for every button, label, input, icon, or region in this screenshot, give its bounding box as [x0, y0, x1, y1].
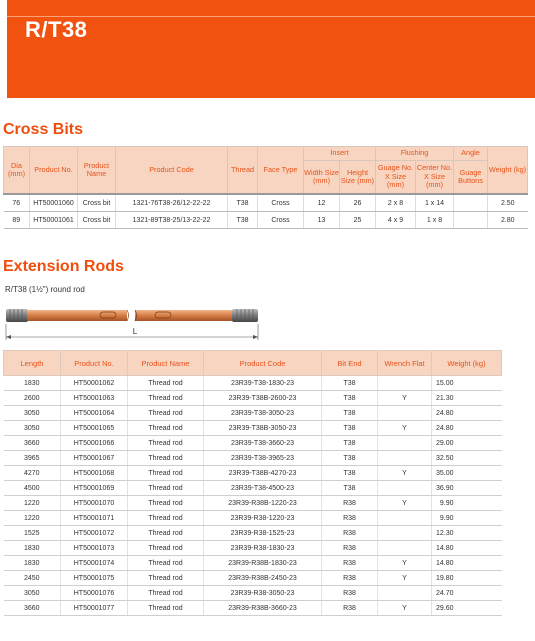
cell-product-no: HT50001074 — [61, 556, 128, 571]
cell-wrench-flat: Y — [378, 556, 432, 571]
cell-product-no: HT50001072 — [61, 526, 128, 541]
cell-length: 3050 — [4, 586, 61, 601]
cell-wrench-flat — [378, 436, 432, 451]
cell-guage: 2 x 8 — [376, 194, 416, 212]
cell-wrench-flat — [378, 586, 432, 601]
cell-product-name: Thread rod — [128, 511, 204, 526]
cell-length: 2450 — [4, 571, 61, 586]
col-width-size: Width Size (mm) — [304, 161, 340, 195]
group-angle: Angle — [454, 147, 488, 161]
rod-left-thread — [6, 309, 28, 322]
cell-length: 1220 — [4, 496, 61, 511]
cell-width: 12 — [304, 194, 340, 212]
cell-product-code: 23R39-T38-3660-23 — [204, 436, 322, 451]
cell-product-name: Thread rod — [128, 451, 204, 466]
cell-product-name: Cross bit — [78, 212, 116, 229]
cell-product-name: Thread rod — [128, 556, 204, 571]
cell-bit-end: R38 — [322, 556, 378, 571]
cell-product-name: Thread rod — [128, 541, 204, 556]
cell-product-no: HT50001077 — [61, 601, 128, 616]
cell-bit-end: T38 — [322, 376, 378, 391]
col-product-name: Product Name — [128, 351, 204, 376]
cell-bit-end: R38 — [322, 541, 378, 556]
col-center-size: Center No. X Size (mm) — [416, 161, 454, 195]
cell-bit-end: R38 — [322, 601, 378, 616]
cell-weight: 9.90 — [432, 511, 502, 526]
cell-wrench-flat: Y — [378, 496, 432, 511]
cell-product-code: 23R39-R38-3050-23 — [204, 586, 322, 601]
col-guage-size: Guage No. X Size (mm) — [376, 161, 416, 195]
cell-weight: 21.30 — [432, 391, 502, 406]
cell-weight: 35.00 — [432, 466, 502, 481]
cell-wrench-flat — [378, 451, 432, 466]
cell-wrench-flat: Y — [378, 601, 432, 616]
cell-bit-end: R38 — [322, 586, 378, 601]
cell-weight: 24.80 — [432, 421, 502, 436]
cell-bit-end: R38 — [322, 496, 378, 511]
col-weight: Weight (kg) — [488, 147, 528, 195]
cell-bit-end: R38 — [322, 571, 378, 586]
col-product-code: Product Code — [204, 351, 322, 376]
cell-product-no: HT50001071 — [61, 511, 128, 526]
cell-product-name: Thread rod — [128, 601, 204, 616]
cell-product-no: HT50001061 — [30, 212, 78, 229]
cell-weight: 24.70 — [432, 586, 502, 601]
col-guage-buttons: Guage Buttons — [454, 161, 488, 195]
cell-length: 1830 — [4, 556, 61, 571]
cell-height: 25 — [340, 212, 376, 229]
cell-product-code: 23R39-R38B-1220-23 — [204, 496, 322, 511]
cell-product-name: Thread rod — [128, 436, 204, 451]
cell-thread: T38 — [228, 212, 258, 229]
col-weight: Weight (kg) — [432, 351, 502, 376]
cell-product-no: HT50001062 — [61, 376, 128, 391]
cell-dia: 89 — [4, 212, 30, 229]
group-insert: Insert — [304, 147, 376, 161]
cell-weight: 9.90 — [432, 496, 502, 511]
cell-center: 1 x 14 — [416, 194, 454, 212]
cell-weight: 14.80 — [432, 556, 502, 571]
cell-weight: 15.00 — [432, 376, 502, 391]
cell-length: 4500 — [4, 481, 61, 496]
cell-weight: 24.80 — [432, 406, 502, 421]
cell-product-name: Thread rod — [128, 481, 204, 496]
col-dia: Dia (mm) — [4, 147, 30, 195]
cell-length: 1525 — [4, 526, 61, 541]
cell-bit-end: T38 — [322, 436, 378, 451]
cell-product-no: HT50001073 — [61, 541, 128, 556]
cell-length: 3660 — [4, 436, 61, 451]
cell-product-name: Thread rod — [128, 586, 204, 601]
cell-length: 3965 — [4, 451, 61, 466]
col-bit-end: Bit End — [322, 351, 378, 376]
cell-product-code: 23R39-R38-1220-23 — [204, 511, 322, 526]
cell-product-no: HT50001067 — [61, 451, 128, 466]
cell-bit-end: T38 — [322, 466, 378, 481]
col-thread: Thread — [228, 147, 258, 195]
cell-wrench-flat: Y — [378, 571, 432, 586]
rod-right-thread — [232, 309, 258, 322]
cell-product-no: HT50001068 — [61, 466, 128, 481]
cell-length: 1830 — [4, 376, 61, 391]
cell-product-name: Thread rod — [128, 391, 204, 406]
rod-row — [4, 541, 502, 556]
cell-length: 1220 — [4, 511, 61, 526]
cell-bit-end: R38 — [322, 511, 378, 526]
col-product-code: Product Code — [116, 147, 228, 195]
cell-bit-end: T38 — [322, 406, 378, 421]
rod-row — [4, 511, 502, 526]
col-height-size: Height Size (mm) — [340, 161, 376, 195]
cell-wrench-flat: Y — [378, 421, 432, 436]
cell-product-no: HT50001063 — [61, 391, 128, 406]
rod-row — [4, 406, 502, 421]
cell-weight: 12.30 — [432, 526, 502, 541]
cell-length: 4270 — [4, 466, 61, 481]
rod-row — [4, 466, 502, 481]
cell-length: 3050 — [4, 406, 61, 421]
cell-product-no: HT50001064 — [61, 406, 128, 421]
cell-dia: 76 — [4, 194, 30, 212]
cell-product-name: Thread rod — [128, 496, 204, 511]
cell-wrench-flat — [378, 376, 432, 391]
cell-wrench-flat — [378, 481, 432, 496]
cross-bit-row — [4, 212, 528, 229]
rod-row — [4, 556, 502, 571]
cell-buttons — [454, 212, 488, 229]
cell-product-name: Thread rod — [128, 421, 204, 436]
cell-wrench-flat: Y — [378, 466, 432, 481]
length-label: L — [132, 327, 138, 336]
col-product-name: Product Name — [78, 147, 116, 195]
rod-row — [4, 526, 502, 541]
rod-body — [27, 310, 233, 321]
cell-wrench-flat — [378, 541, 432, 556]
cell-product-name: Cross bit — [78, 194, 116, 212]
cell-product-no: HT50001060 — [30, 194, 78, 212]
cross-bits-table — [3, 146, 528, 229]
cell-bit-end: T38 — [322, 391, 378, 406]
rod-row — [4, 496, 502, 511]
cell-width: 13 — [304, 212, 340, 229]
cell-weight: 29.00 — [432, 436, 502, 451]
cell-face-type: Cross — [258, 194, 304, 212]
cell-guage: 4 x 9 — [376, 212, 416, 229]
cell-product-code: 23R39-T38-4500-23 — [204, 481, 322, 496]
rod-row — [4, 421, 502, 436]
group-flushing: Flushing — [376, 147, 454, 161]
col-product-no: Product No. — [61, 351, 128, 376]
rod-row — [4, 376, 502, 391]
col-product-no: Product No. — [30, 147, 78, 195]
cell-weight: 2.80 — [488, 212, 528, 229]
rod-row — [4, 586, 502, 601]
cell-product-no: HT50001065 — [61, 421, 128, 436]
cell-weight: 29.60 — [432, 601, 502, 616]
cell-length: 1830 — [4, 541, 61, 556]
cell-weight: 14.80 — [432, 541, 502, 556]
cell-product-code: 23R39-T38B-3050-23 — [204, 421, 322, 436]
cell-bit-end: R38 — [322, 526, 378, 541]
cell-bit-end: T38 — [322, 421, 378, 436]
cell-length: 3660 — [4, 601, 61, 616]
page-title: R/T38 — [25, 17, 88, 42]
cell-product-no: HT50001070 — [61, 496, 128, 511]
cross-bit-row — [4, 194, 528, 212]
rod-row — [4, 571, 502, 586]
cell-product-code: 23R39-T38B-4270-23 — [204, 466, 322, 481]
rod-row — [4, 451, 502, 466]
cell-height: 26 — [340, 194, 376, 212]
cell-product-name: Thread rod — [128, 466, 204, 481]
col-wrench-flat: Wrench Flat — [378, 351, 432, 376]
cell-product-code: 23R39-R38B-2450-23 — [204, 571, 322, 586]
cell-wrench-flat — [378, 406, 432, 421]
cell-product-no: HT50001069 — [61, 481, 128, 496]
cross-bits-title: Cross Bits — [3, 121, 84, 138]
cell-product-code: 23R39-T38-3965-23 — [204, 451, 322, 466]
rod-row — [4, 391, 502, 406]
cell-product-code: 23R39-R38B-1830-23 — [204, 556, 322, 571]
header-banner — [7, 0, 535, 98]
cell-weight: 2.50 — [488, 194, 528, 212]
cell-bit-end: T38 — [322, 481, 378, 496]
extension-rods-table — [3, 350, 502, 616]
cell-product-code: 23R39-T38-1830-23 — [204, 376, 322, 391]
cell-face-type: Cross — [258, 212, 304, 229]
cell-product-name: Thread rod — [128, 376, 204, 391]
cell-product-no: HT50001076 — [61, 586, 128, 601]
rod-subtitle: R/T38 (1½") round rod — [5, 285, 85, 294]
cell-product-code: 23R39-T38B-2600-23 — [204, 391, 322, 406]
col-face-type: Face Type — [258, 147, 304, 195]
rod-row — [4, 481, 502, 496]
cell-buttons — [454, 194, 488, 212]
cell-product-name: Thread rod — [128, 571, 204, 586]
cell-product-no: HT50001075 — [61, 571, 128, 586]
cell-product-code: 1321-89T38-25/13-22-22 — [116, 212, 228, 229]
rod-row — [4, 436, 502, 451]
cell-wrench-flat — [378, 526, 432, 541]
cell-product-code: 23R39-T38-3050-23 — [204, 406, 322, 421]
cell-length: 2600 — [4, 391, 61, 406]
cell-product-code: 23R39-R38-1830-23 — [204, 541, 322, 556]
cell-thread: T38 — [228, 194, 258, 212]
cell-weight: 36.90 — [432, 481, 502, 496]
cell-bit-end: T38 — [322, 451, 378, 466]
cell-weight: 19.80 — [432, 571, 502, 586]
cell-length: 3050 — [4, 421, 61, 436]
cell-product-code: 23R39-R38B-3660-23 — [204, 601, 322, 616]
cell-product-code: 23R39-R38-1525-23 — [204, 526, 322, 541]
cell-wrench-flat: Y — [378, 391, 432, 406]
cell-weight: 32.50 — [432, 451, 502, 466]
cell-product-name: Thread rod — [128, 406, 204, 421]
cell-wrench-flat — [378, 511, 432, 526]
cell-product-no: HT50001066 — [61, 436, 128, 451]
cell-product-name: Thread rod — [128, 526, 204, 541]
rod-diagram — [5, 298, 265, 342]
cell-center: 1 x 8 — [416, 212, 454, 229]
cell-product-code: 1321-76T38-26/12-22-22 — [116, 194, 228, 212]
rod-row — [4, 601, 502, 616]
extension-rods-title: Extension Rods — [3, 258, 124, 275]
col-length: Length — [4, 351, 61, 376]
